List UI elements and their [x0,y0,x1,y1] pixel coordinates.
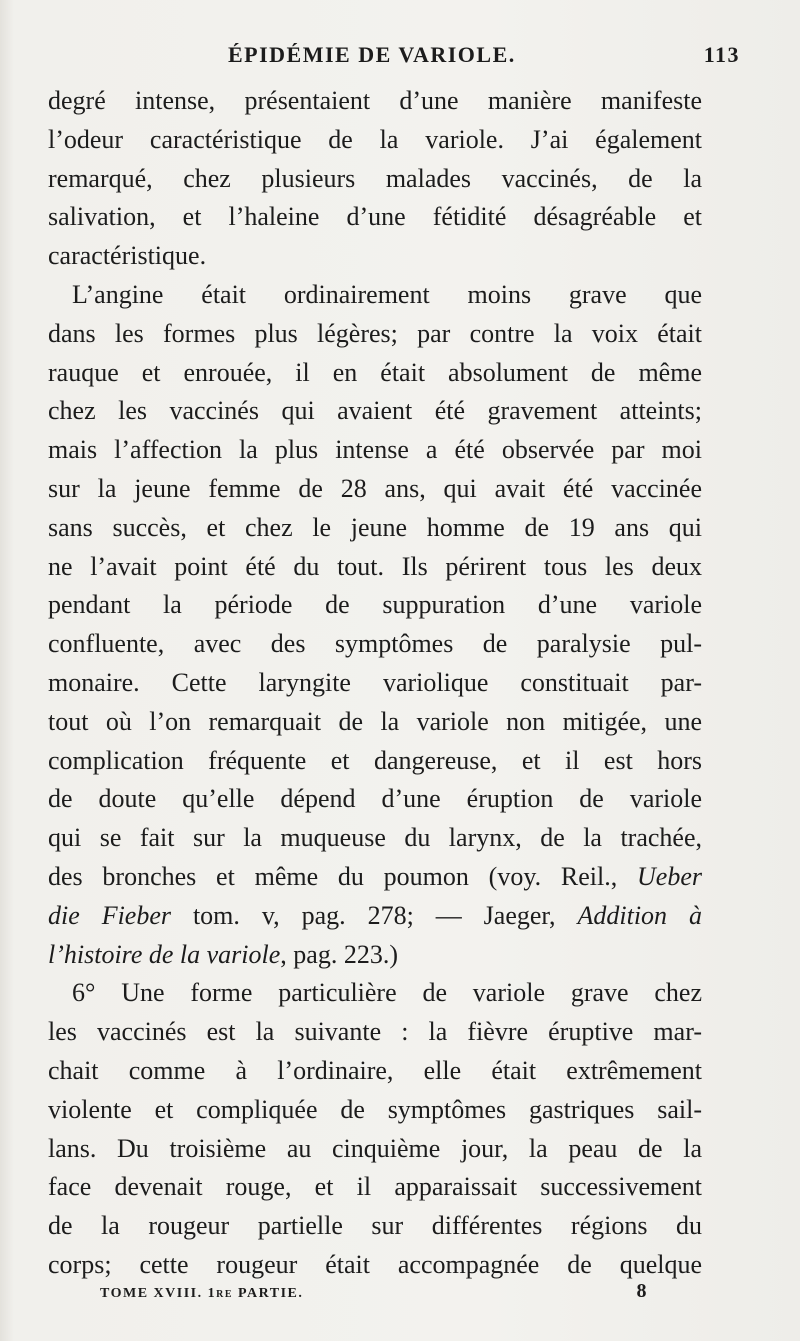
sheet-number: 8 [636,1280,648,1302]
signature-mark: TOME XVIII. 1re PARTIE. [100,1286,304,1301]
text-line [48,509,702,548]
line-text: mais l’affection la plus intense a été observée par moi [48,435,702,465]
text-line [48,392,702,431]
text-line [48,198,702,237]
text-line [48,858,702,897]
line-text: face devenait rouge, et il apparaissait successivement [48,1172,702,1202]
line-text: sans succès, et chez le jeune homme de 19 ans qui [48,512,702,542]
line-text: tom. v, pag. 278; — Jaeger, [171,900,578,930]
line-text: chait comme à l’ordinaire, elle était extrêmement [48,1055,702,1085]
text-line [48,276,702,315]
line-text: les vaccinés est la suivante : la fièvre éruptive mar- [48,1017,702,1047]
text-line [48,1091,702,1130]
line-text: rauque et enrouée, il en était absolument de même [48,357,702,387]
text-line [48,625,702,664]
line-text: , pag. 223.) [280,939,398,969]
text-line [48,742,702,781]
text-line [48,548,702,587]
page-header [48,36,748,76]
line-text: des bronches et même du poumon (voy. Reil., [48,861,638,891]
italic-text: l’histoire de la variole [48,939,281,969]
line-text: de la rougeur partielle sur différentes régions du [48,1211,702,1241]
line-text: tout où l’on remarquait de la variole non mitigée, une [48,706,702,736]
page-number: 113 [703,42,740,67]
line-text: l’odeur caractéristique de la variole. J’ai également [48,124,702,154]
line-text: sur la jeune femme de 28 ans, qui avait été vaccinée [48,473,702,503]
line-text: 6° Une forme particulière de variole grave chez [72,978,702,1008]
text-line [48,1052,702,1091]
line-text: monaire. Cette laryngite variolique constituait par- [48,667,702,697]
italic-text: die Fieber [48,900,172,930]
body-text [48,82,702,1285]
line-text: lans. Du troisième au cinquième jour, la peau de la [48,1133,702,1163]
line-text: caractéristique. [48,241,207,271]
text-line [48,431,702,470]
line-text: de doute qu’elle dépend d’une éruption de variole [48,784,702,814]
text-line [48,974,702,1013]
line-text: dans les formes plus légères; par contre la voix était [48,318,702,348]
text-line [48,936,702,975]
text-line [48,1168,702,1207]
text-line [48,664,702,703]
line-text: chez les vaccinés qui avaient été gravement atteints; [48,396,702,426]
page-footer [100,1280,648,1310]
text-line [48,586,702,625]
text-line [48,703,702,742]
line-text: complication fréquente et dangereuse, et il est hors [48,745,702,775]
text-line [48,1013,702,1052]
text-line [48,470,702,509]
line-text: salivation, et l’haleine d’une fétidité désagréable et [48,202,702,232]
italic-text: Ueber [637,861,702,891]
text-line [48,819,702,858]
line-text: degré intense, présentaient d’une manière manifeste [48,86,702,115]
line-text: ne l’avait point été du tout. Ils périrent tous les deux [48,551,702,581]
text-line [48,897,702,936]
line-text: violente et compliquée de symptômes gastriques sail- [48,1094,702,1124]
text-line [48,1130,702,1169]
text-line [48,315,702,354]
italic-text: Addition à [577,900,702,930]
running-title: ÉPIDÉMIE DE VARIOLE. [228,42,516,67]
text-line [48,82,702,121]
line-text: corps; cette rougeur était accompagnée de quelque [48,1249,702,1279]
text-line [48,1207,702,1246]
text-line [48,237,702,276]
text-line [48,1246,702,1285]
line-text: qui se fait sur la muqueuse du larynx, de la trachée, [48,823,702,853]
line-text: L’angine était ordinairement moins grave que [72,279,702,309]
text-line [48,121,702,160]
text-line [48,354,702,393]
text-line [48,160,702,199]
line-text: remarqué, chez plusieurs malades vaccinés, de la [48,163,702,193]
line-text: confluente, avec des symptômes de paralysie pul- [48,629,702,659]
text-line [48,780,702,819]
line-text: pendant la période de suppuration d’une variole [48,590,702,620]
